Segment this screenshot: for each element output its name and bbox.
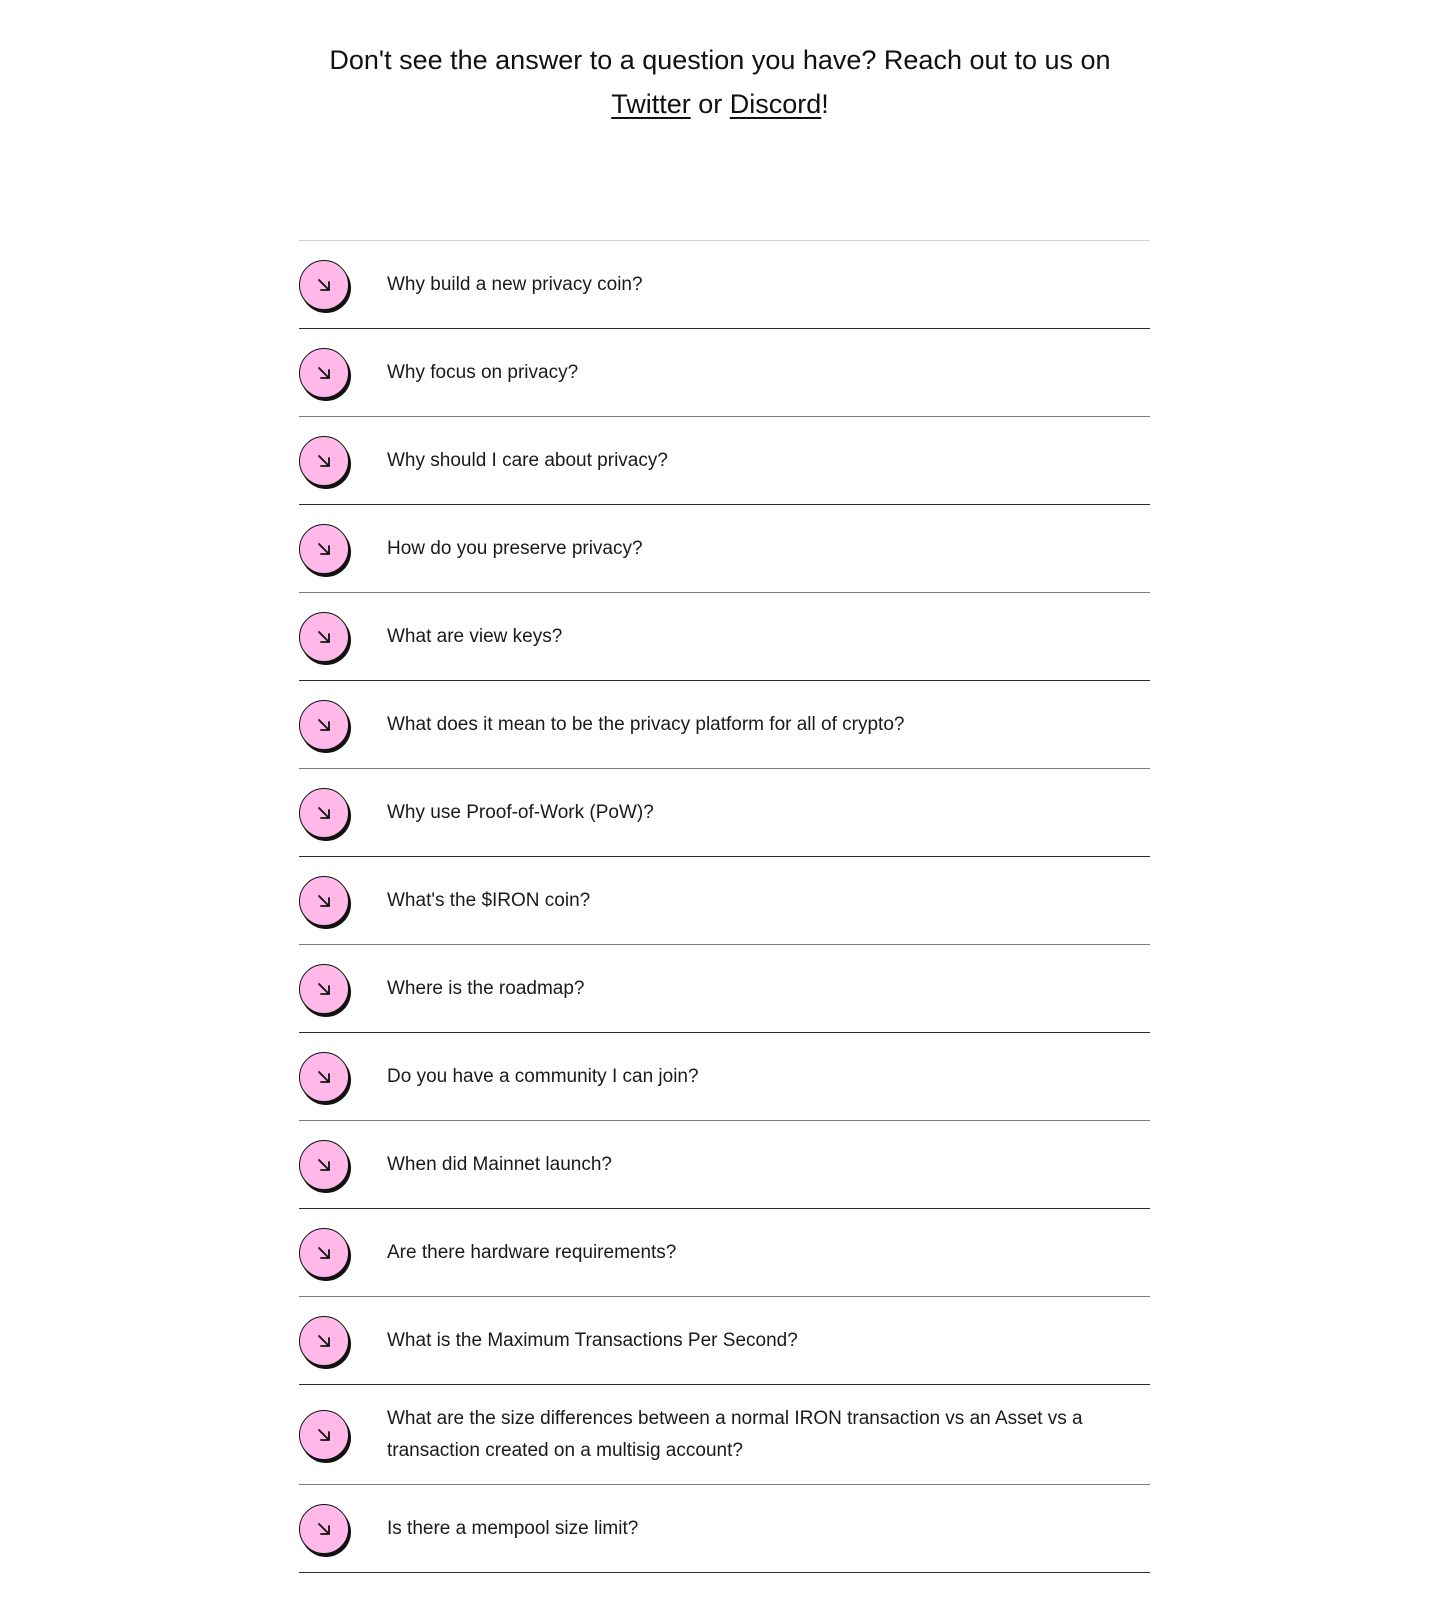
arrow-down-right-icon[interactable]: [299, 1140, 349, 1190]
arrow-down-right-icon[interactable]: [299, 1504, 349, 1554]
faq-item[interactable]: [299, 681, 1150, 769]
faq-item[interactable]: [299, 857, 1150, 945]
faq-item-icon-wrap: [299, 436, 387, 486]
faq-item-icon-wrap: [299, 260, 387, 310]
faq-question: Why build a new privacy coin?: [387, 273, 643, 295]
intro-or-text: or: [690, 89, 730, 119]
faq-question: Why focus on privacy?: [387, 361, 579, 383]
faq-item-icon-wrap: [299, 876, 387, 926]
faq-question: Is there a mempool size limit?: [387, 1517, 639, 1539]
arrow-down-right-icon[interactable]: [299, 436, 349, 486]
faq-item-icon-wrap: [299, 524, 387, 574]
faq-question: How do you preserve privacy?: [387, 537, 643, 559]
faq-item[interactable]: [299, 1297, 1150, 1385]
arrow-down-right-icon[interactable]: [299, 1410, 349, 1460]
faq-question: Where is the roadmap?: [387, 977, 585, 999]
faq-question: Do you have a community I can join?: [387, 1065, 699, 1087]
arrow-down-right-icon[interactable]: [299, 612, 349, 662]
faq-question: Are there hardware requirements?: [387, 1241, 677, 1263]
faq-item[interactable]: [299, 1485, 1150, 1573]
faq-item-icon-wrap: [299, 1228, 387, 1278]
faq-question: What are view keys?: [387, 625, 563, 647]
arrow-down-right-icon[interactable]: [299, 700, 349, 750]
faq-question: What's the $IRON coin?: [387, 889, 591, 911]
faq-item[interactable]: [299, 1033, 1150, 1121]
arrow-down-right-icon[interactable]: [299, 788, 349, 838]
faq-item-icon-wrap: [299, 612, 387, 662]
arrow-down-right-icon[interactable]: [299, 524, 349, 574]
intro-text: Don't see the answer to a question you have? Reach out to us on: [329, 45, 1111, 75]
faq-question: Why use Proof-of-Work (PoW)?: [387, 801, 654, 823]
faq-item[interactable]: [299, 1209, 1150, 1297]
arrow-down-right-icon[interactable]: [299, 964, 349, 1014]
faq-item[interactable]: [299, 417, 1150, 505]
faq-item[interactable]: [299, 945, 1150, 1033]
faq-item[interactable]: [299, 329, 1150, 417]
faq-question: What does it mean to be the privacy platform for all of crypto?: [387, 713, 905, 735]
faq-item-icon-wrap: [299, 700, 387, 750]
arrow-down-right-icon[interactable]: [299, 876, 349, 926]
arrow-down-right-icon[interactable]: [299, 260, 349, 310]
faq-item-icon-wrap: [299, 1052, 387, 1102]
faq-item-icon-wrap: [299, 788, 387, 838]
discord-link[interactable]: Discord: [729, 89, 822, 119]
arrow-down-right-icon[interactable]: [299, 348, 349, 398]
faq-item-icon-wrap: [299, 348, 387, 398]
arrow-down-right-icon[interactable]: [299, 1316, 349, 1366]
faq-item-icon-wrap: [299, 1316, 387, 1366]
faq-item-icon-wrap: [299, 964, 387, 1014]
faq-item[interactable]: [299, 505, 1150, 593]
faq-question: What is the Maximum Transactions Per Second?: [387, 1329, 798, 1351]
twitter-link[interactable]: Twitter: [611, 89, 691, 119]
arrow-down-right-icon[interactable]: [299, 1052, 349, 1102]
faq-item[interactable]: [299, 1385, 1150, 1485]
faq-question: When did Mainnet launch?: [387, 1153, 612, 1175]
faq-item[interactable]: [299, 241, 1150, 329]
faq-list: [299, 240, 1150, 1573]
faq-item-icon-wrap: [299, 1140, 387, 1190]
faq-item-icon-wrap: [299, 1504, 387, 1554]
faq-question: Why should I care about privacy?: [387, 449, 668, 471]
arrow-down-right-icon[interactable]: [299, 1228, 349, 1278]
faq-item[interactable]: [299, 593, 1150, 681]
faq-question: What are the size differences between a normal IRON transaction vs an Asset vs a transaction created on a multisig account?: [387, 1407, 1083, 1461]
faq-item[interactable]: [299, 769, 1150, 857]
faq-item-icon-wrap: [299, 1410, 387, 1460]
intro-exclamation: !: [821, 89, 829, 119]
faq-item[interactable]: [299, 1121, 1150, 1209]
faq-intro: [320, 38, 1120, 126]
